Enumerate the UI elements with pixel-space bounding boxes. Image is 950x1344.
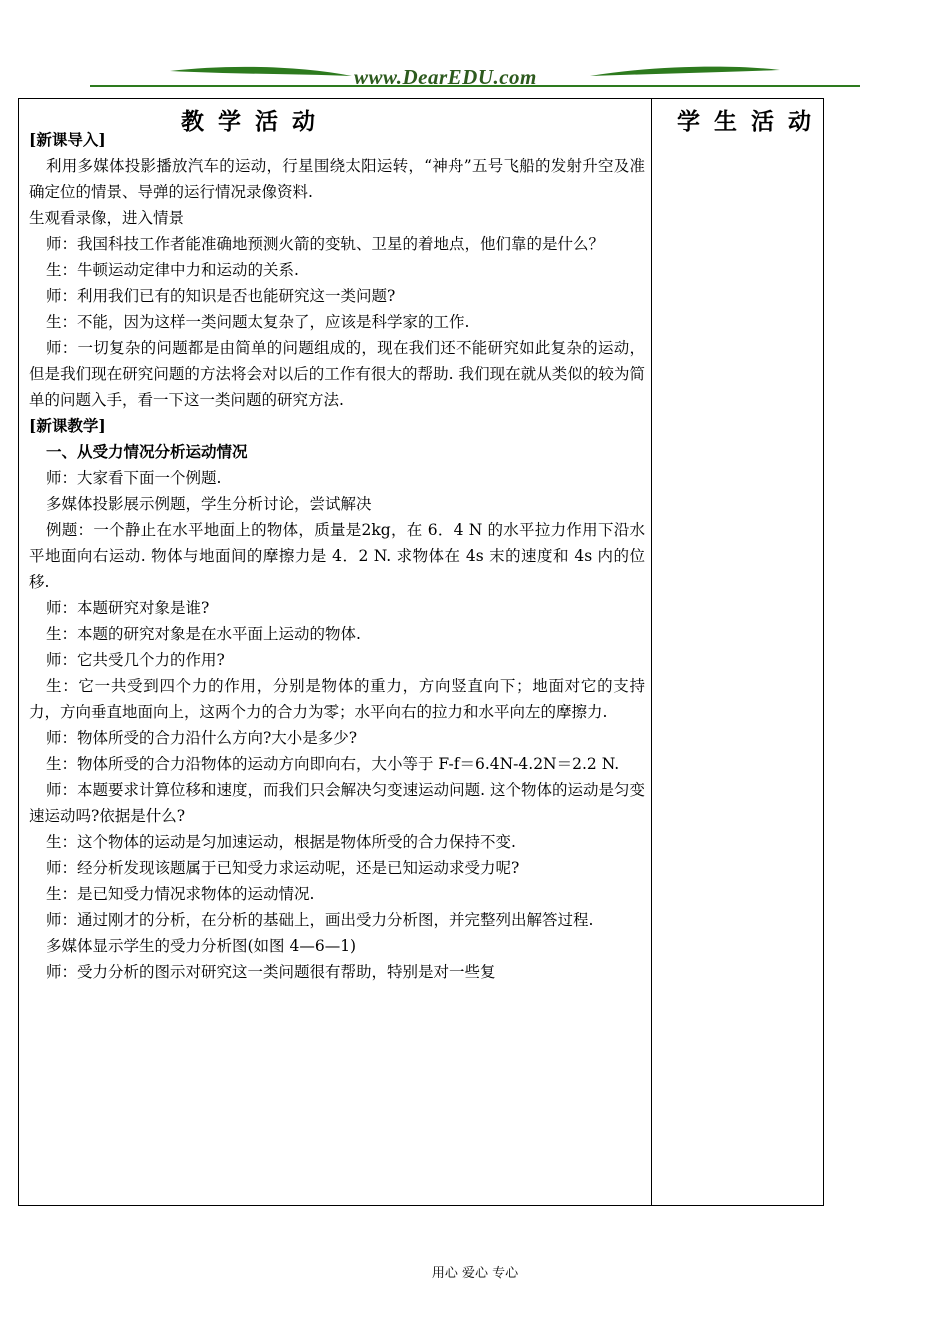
content-paragraph: 例题：一个静止在水平地面上的物体，质量是2kg，在 6．4 N 的水平拉力作用下沿水平地面向右运动. 物体与地面间的摩擦力是 4．2 N. 求物体在 4s 末的速度和 4s 内的位移.: [29, 521, 645, 591]
lesson-table: [18, 98, 824, 1206]
teaching-content: [29, 127, 645, 985]
content-paragraph: 师：经分析发现该题属于已知受力求运动呢，还是已知运动求受力呢?: [46, 859, 520, 877]
content-paragraph: [新课教学]: [29, 416, 106, 435]
content-paragraph: 师：本题要求计算位移和速度，而我们只会解决匀变速运动问题. 这个物体的运动是匀变速运动吗?依据是什么?: [29, 781, 645, 825]
content-paragraph: 生：本题的研究对象是在水平面上运动的物体.: [46, 625, 361, 643]
content-paragraph: 师：通过刚才的分析，在分析的基础上，画出受力分析图，并完整列出解答过程.: [46, 911, 594, 929]
content-paragraph: 师：大家看下面一个例题.: [46, 469, 222, 487]
header-banner: [90, 62, 860, 90]
content-paragraph: 师：我国科技工作者能准确地预测火箭的变轨、卫星的着地点，他们靠的是什么？: [46, 235, 605, 253]
content-paragraph: 师：一切复杂的问题都是由简单的问题组成的，现在我们还不能研究如此复杂的运动，但是我们现在研究问题的方法将会对以后的工作有很大的帮助. 我们现在就从类似的较为简单的问题入手，看一下这一类问题的研究方法.: [29, 339, 645, 409]
content-paragraph: 生：这个物体的运动是匀加速运动，根据是物体所受的合力保持不变.: [46, 833, 516, 851]
content-paragraph: 生：物体所受的合力沿物体的运动方向即向右，大小等于 F-f＝6.4N-4.2N＝2.2 N.: [46, 755, 620, 773]
content-paragraph: [新课导入]: [29, 130, 106, 149]
content-paragraph: 多媒体投影展示例题，学生分析讨论，尝试解决: [46, 495, 372, 513]
header-url[interactable]: www.DearEDU.com: [354, 65, 537, 89]
content-paragraph: 师：利用我们已有的知识是否也能研究这一类问题?: [46, 287, 396, 305]
content-paragraph: 师：受力分析的图示对研究这一类问题很有帮助，特别是对一些复: [46, 963, 496, 981]
content-paragraph: 师：本题研究对象是谁?: [46, 599, 210, 617]
column-divider: [651, 99, 652, 1205]
content-paragraph: 师：物体所受的合力沿什么方向?大小是多少?: [46, 729, 358, 747]
footer-text: 用心 爱心 专心: [431, 1266, 519, 1281]
content-paragraph: 生：它一共受到四个力的作用，分别是物体的重力，方向竖直向下；地面对它的支持力，方向垂直地面向上，这两个力的合力为零；水平向右的拉力和水平向左的摩擦力.: [29, 677, 645, 721]
content-paragraph: 利用多媒体投影播放汽车的运动，行星围绕太阳运转，“神舟”五号飞船的发射升空及准确定位的情景、导弹的运行情况录像资料.: [29, 157, 645, 201]
content-paragraph: 多媒体显示学生的受力分析图(如图 4—6—1): [46, 937, 357, 955]
teaching-activity-title: 教 学 活 动: [181, 108, 319, 135]
content-paragraph: 生观看录像，进入情景: [29, 209, 185, 227]
content-paragraph: 生：是已知受力情况求物体的运动情况.: [46, 885, 315, 903]
student-activity-title: 学 生 活 动: [677, 108, 815, 135]
content-paragraph: 师：它共受几个力的作用?: [46, 651, 225, 669]
content-paragraph: 生：不能，因为这样一类问题太复杂了，应该是科学家的工作.: [46, 313, 470, 331]
content-paragraph: 一、从受力情况分析运动情况: [46, 442, 248, 461]
content-paragraph: 生：牛顿运动定律中力和运动的关系.: [46, 261, 299, 279]
